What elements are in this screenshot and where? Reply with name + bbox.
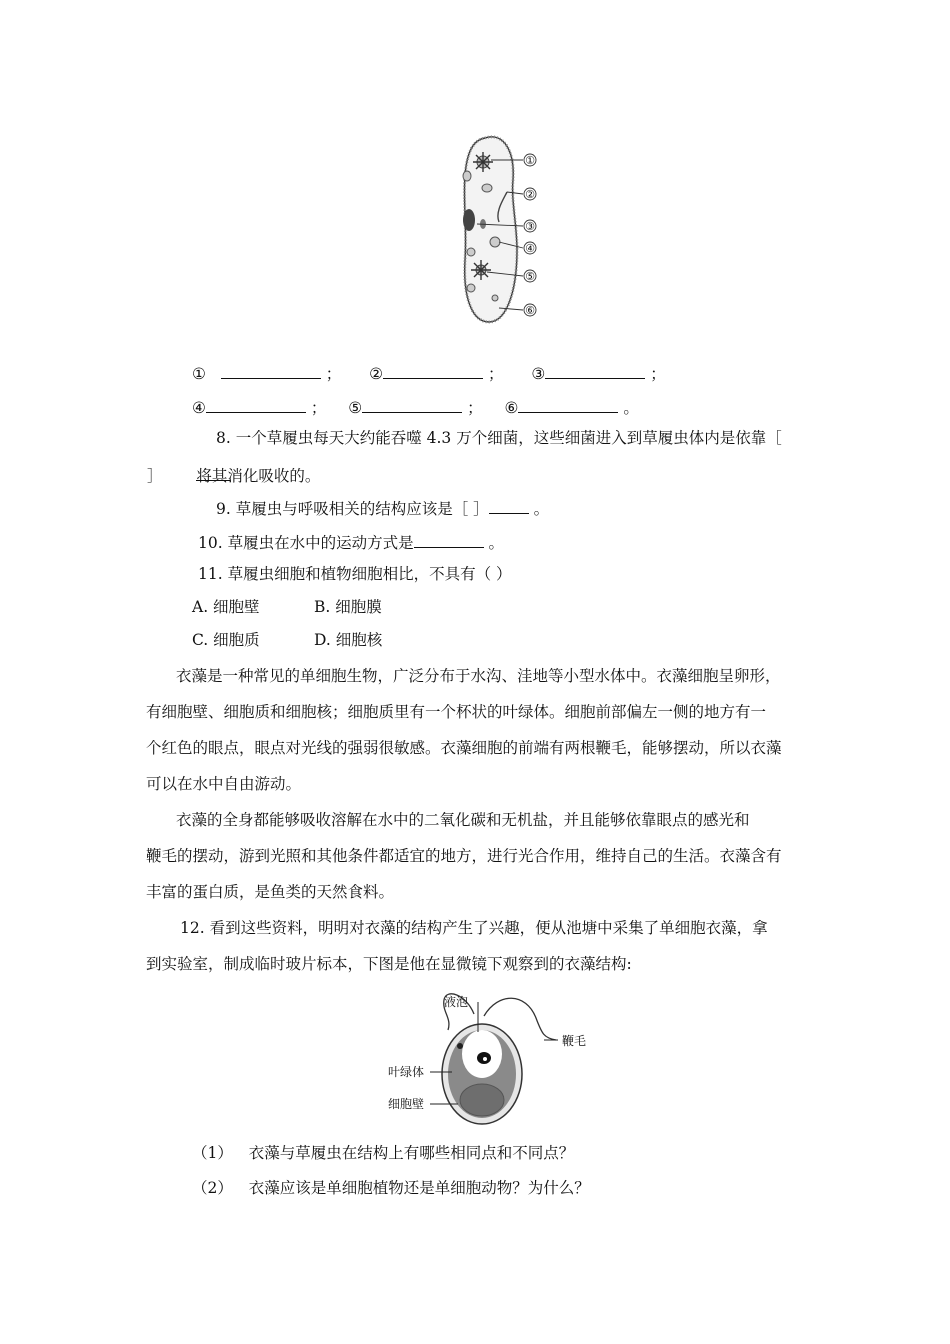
callout-3: ③ — [525, 220, 535, 233]
marker-3: ③ — [531, 365, 546, 383]
question-8-line-1: 8. 一个草履虫每天大约能吞噬 4.3 万个细菌，这些细菌进入到草履虫体内是依靠［ — [216, 429, 782, 447]
answer-blank-6[interactable] — [518, 396, 618, 413]
callout-5: ⑤ — [525, 270, 535, 283]
passage-p2-line-3: 丰富的蛋白质，是鱼类的天然食料。 — [146, 883, 395, 901]
passage-p1-line-3: 个红色的眼点，眼点对光线的强弱很敏感。衣藻细胞的前端有两根鞭毛，能够摆动，所以衣藻 — [146, 739, 782, 757]
marker-6: ⑥ — [504, 399, 519, 417]
callout-1: ① — [525, 154, 535, 167]
answer-blank-1[interactable] — [221, 362, 321, 379]
answer-blank-5[interactable] — [362, 396, 462, 413]
option-a[interactable]: A. 细胞壁 — [192, 598, 260, 616]
answer-blank-3[interactable] — [545, 362, 645, 379]
callout-2: ② — [525, 188, 535, 201]
option-d[interactable]: D. 细胞核 — [314, 631, 383, 649]
label-flagellum: 鞭毛 — [562, 1034, 587, 1048]
marker-2: ② — [369, 365, 384, 383]
question-11: 11. 草履虫细胞和植物细胞相比，不具有（ ） — [198, 565, 512, 583]
question-12-line-1: 12. 看到这些资料，明明对衣藻的结构产生了兴趣，便从池塘中采集了单细胞衣藻，拿 — [180, 919, 768, 937]
sub-question-1: （1） 衣藻与草履虫在结构上有哪些相同点和不同点？ — [192, 1144, 575, 1162]
marker-5: ⑤ — [348, 399, 363, 417]
passage-p1-line-2: 有细胞壁、细胞质和细胞核；细胞质里有一个杯状的叶绿体。细胞前部偏左一侧的地方有一 — [146, 703, 767, 721]
passage-p2-line-1: 衣藻的全身都能够吸收溶解在水中的二氧化碳和无机盐，并且能够依靠眼点的感光和 — [176, 811, 750, 829]
question-10: 10. 草履虫在水中的运动方式是 。 — [198, 531, 504, 553]
answer-blank-q9[interactable] — [489, 497, 529, 514]
answer-blank-4[interactable] — [206, 396, 306, 413]
marker-1: ① — [192, 365, 206, 383]
passage-p2-line-2: 鞭毛的摆动，游到光照和其他条件都适宜的地方，进行光合作用，维持自己的生活。衣藻含有 — [146, 847, 782, 865]
answer-blank-q10[interactable] — [414, 531, 484, 548]
callout-6: ⑥ — [525, 304, 535, 317]
blank-row-1: ① ； ② ； ③ ； — [192, 362, 666, 384]
label-vacuole: 液泡 — [444, 995, 469, 1009]
question-9: 9. 草履虫与呼吸相关的结构应该是［ ］ 。 — [216, 497, 549, 519]
blank-row-2: ④ ； ⑤ ； ⑥ 。 — [192, 396, 639, 418]
passage-p1-line-4: 可以在水中自由游动。 — [146, 775, 302, 793]
option-c[interactable]: C. 细胞质 — [192, 631, 260, 649]
paramecium-figure — [455, 130, 565, 326]
passage-p1-line-1: 衣藻是一种常见的单细胞生物，广泛分布于水沟、洼地等小型水体中。衣藻细胞呈卵形， — [176, 667, 781, 685]
answer-blank-2[interactable] — [383, 362, 483, 379]
question-12-line-2: 到实验室，制成临时玻片标本，下图是他在显微镜下观察到的衣藻结构: — [146, 955, 632, 973]
option-b[interactable]: B. 细胞膜 — [314, 598, 382, 616]
marker-4: ④ — [192, 399, 206, 417]
label-cell-wall: 细胞壁 — [388, 1097, 425, 1111]
label-chloroplast: 叶绿体 — [388, 1065, 425, 1079]
question-8-line-2: ］ 将其消化吸收的。 — [147, 464, 320, 486]
sub-question-2: （2） 衣藻应该是单细胞植物还是单细胞动物？为什么？ — [192, 1179, 590, 1197]
callout-4: ④ — [525, 242, 535, 255]
chlamydomonas-figure — [386, 988, 606, 1128]
